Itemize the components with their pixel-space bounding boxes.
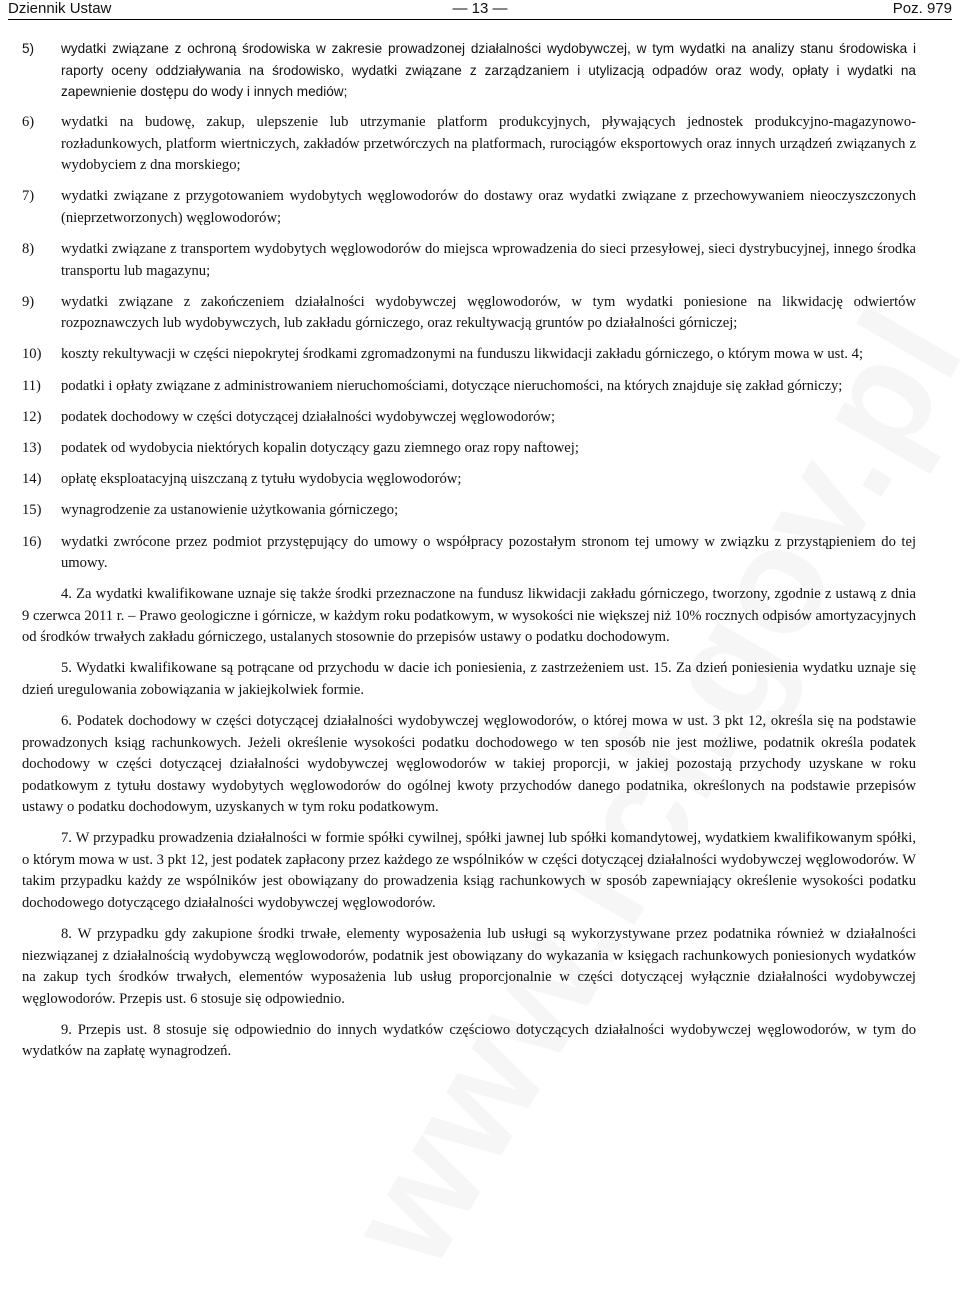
list-item	[22, 112, 916, 177]
item-text: wynagrodzenie za ustanowienie użytkowania górniczego;	[61, 502, 399, 519]
list-item	[22, 376, 916, 398]
page-header	[8, 0, 952, 20]
item-text: opłatę eksploatacyjną uiszczaną z tytułu wydobycia węglowodorów;	[61, 471, 462, 488]
page-number: — 13 —	[452, 0, 508, 17]
paragraph-4: 4. Za wydatki kwalifikowane uznaje się także środki przeznaczone na fundusz likwidacji zakładu górniczego, tworzony, zgodnie z ustawą z dnia 9 czerwca 2011 r. – Prawo geologiczne i górnicze, w każdym roku podatkowym, w wysokości nie większej niż 10% rocznych odpisów amortyzacyjnych od środków trwałych zakładu górniczego, ustalanych stosownie do przepisów ustawy o podatku dochodowym.	[22, 586, 916, 646]
paragraph-5: 5. Wydatki kwalifikowane są potrącane od przychodu w dacie ich poniesienia, z zastrzeżeniem ust. 15. Za dzień poniesienia wydatku uznaje się dzień uregulowania zobowiązania w jakiejkolwiek formie.	[22, 660, 916, 698]
list-item	[22, 532, 916, 575]
document-body	[22, 38, 916, 1072]
paragraph-6: 6. Podatek dochodowy w części dotyczącej działalności wydobywczej węglowodorów, o której mowa w ust. 3 pkt 12, określa się na podstawie prowadzonych ksiąg rachunkowych. Jeżeli określenie wysokości podatku dochodowego w ten sposób nie jest możliwe, podatnik określa podatek dochodowy w części dotyczącej działalności wydobywczej węglowodorów w takiej proporcji, w jakiej pozostają przychody uzyskane w roku podatkowym z tytułu dostawy wydobytych węglowodorów do ogólnej kwoty przychodów danego podatnika, określonych na podstawie przepisów ustawy o podatku dochodowym, uzyskanych w tym roku podatkowym.	[22, 713, 916, 816]
list-item	[22, 239, 916, 282]
item-text: wydatki na budowę, zakup, ulepszenie lub utrzymanie platform produkcyjnych, pływających jednostek produkcyjno-magazynowo-rozładunkowych, platform wiertniczych, zakładów przetwórczych na platformach, rurociągów eksportowych oraz innych urządzeń związanych z wydobyciem z dna morskiego;	[61, 114, 916, 174]
position-number: Poz. 979	[892, 0, 952, 17]
item-number: 12)	[22, 408, 42, 425]
item-text: wydatki zwrócone przez podmiot przystępujący do umowy o współpracy pozostałym stronom tej umowy w związku z przystąpieniem do tej umowy.	[61, 533, 916, 572]
paragraph-7: 7. W przypadku prowadzenia działalności w formie spółki cywilnej, spółki jawnej lub spółki komandytowej, wydatkiem kwalifikowanym spółki, o którym mowa w ust. 3 pkt 12, jest podatek zapłacony przez każdego ze wspólników w części dotyczącej działalności wydobywczej węglowodorów. W takim przypadku każdy ze wspólników jest obowiązany do prowadzenia ksiąg rachunkowych w sposób zapewniający określenie wysokości podatku dochodowego dotyczącego działalności wydobywczej węglowodorów.	[22, 830, 916, 911]
item-text: wydatki związane z transportem wydobytych węglowodorów do miejsca wprowadzenia do sieci przesyłowej, sieci dystrybucyjnej, innego środka transportu lub magazynu;	[61, 241, 916, 279]
item-number: 7)	[22, 188, 35, 205]
journal-title: Dziennik Ustaw	[8, 0, 112, 17]
item-number: 9)	[22, 293, 35, 310]
list-item	[22, 438, 916, 460]
item-number: 15)	[22, 502, 42, 519]
paragraph-8: 8. W przypadku gdy zakupione środki trwałe, elementy wyposażenia lub usługi są wykorzystywane przez podatnika również w działalności niezwiązanej z działalnością wydobywczą węglowodorów, podatnik jest obowiązany do wykazania w księgach rachunkowych poniesionych wydatków na zakup tych środków trwałych, elementów wyposażenia lub usług proporcjonalnie w części dotyczącej wyłącznie działalności wydobywczej węglowodorów. Przepis ust. 6 stosuje się odpowiednio.	[22, 926, 916, 1007]
item-text: wydatki związane z ochroną środowiska w zakresie prowadzonej działalności wydobywczej, w tym wydatki na analizy stanu środowiska i raporty oceny oddziaływania na środowisko, wydatki związane z zarządzaniem i utylizacją odpadów oraz wody, opłaty i wydatki na zapewnienie dostępu do wody i innych mediów;	[61, 41, 916, 99]
item-text: podatki i opłaty związane z administrowaniem nieruchomościami, dotyczące nieruchomości, na których znajduje się zakład górniczy;	[61, 377, 843, 394]
item-number: 13)	[22, 440, 42, 456]
item-text: koszty rekultywacji w części niepokrytej środkami zgromadzonymi na funduszu likwidacji zakładu górniczego, o którym mowa w ust. 4;	[61, 346, 864, 363]
list-item	[22, 38, 916, 103]
item-number: 16)	[22, 533, 42, 550]
item-number: 5)	[22, 41, 35, 56]
item-text: wydatki związane z zakończeniem działalności wydobywczej węglowodorów, w tym wydatki poniesione na likwidację odwiertów rozpoznawczych lub wydobywczych, lub zakładu górniczego, oraz rekultywacją gruntów po działalności górniczej;	[61, 293, 916, 332]
item-number: 10)	[22, 346, 42, 363]
item-number: 11)	[22, 377, 41, 394]
list-item	[22, 292, 916, 335]
paragraph-9: 9. Przepis ust. 8 stosuje się odpowiednio do innych wydatków częściowo dotyczących działalności wydobywczej węglowodorów, w tym do wydatków na zapłatę wynagrodzeń.	[22, 1021, 916, 1060]
list-item	[22, 469, 916, 491]
list-item	[22, 344, 916, 366]
item-number: 8)	[22, 241, 35, 258]
item-text: podatek dochodowy w części dotyczącej działalności wydobywczej węglowodorów;	[61, 408, 555, 425]
list-item	[22, 500, 916, 522]
item-text: podatek od wydobycia niektórych kopalin dotyczący gazu ziemnego oraz ropy naftowej;	[61, 440, 579, 456]
list-item	[22, 186, 916, 229]
list-item	[22, 407, 916, 429]
item-text: wydatki związane z przygotowaniem wydobytych węglowodorów do dostawy oraz wydatki związane z przechowywaniem nieoczyszczonych (nieprzetworzonych) węglowodorów;	[61, 188, 916, 226]
item-number: 6)	[22, 114, 35, 131]
item-number: 14)	[22, 471, 42, 488]
